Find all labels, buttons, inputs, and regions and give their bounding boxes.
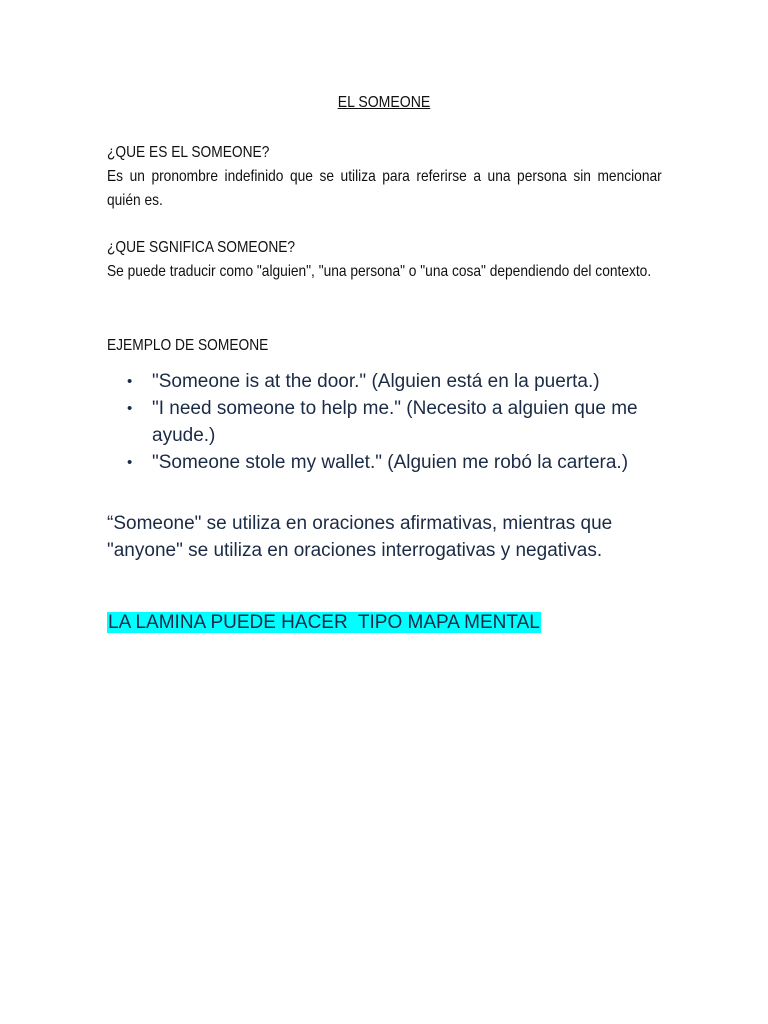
list-item <box>127 449 667 476</box>
list-item <box>127 395 667 449</box>
usage-paragraph: “Someone" se utiliza en oraciones afirmativas, mientras que "anyone" se utiliza en oraciones interrogativas y negativas. <box>107 513 613 561</box>
bullet-icon: • <box>127 454 133 471</box>
bullet-icon: • <box>127 400 133 417</box>
example-list <box>127 368 667 476</box>
example-text: "I need someone to help me." (Necesito a alguien que me ayude.) <box>152 398 638 446</box>
section-body: Es un pronombre indefinido que se utiliza para referirse a una persona sin mencionar quién es. <box>107 168 662 209</box>
document-title: EL SOMEONE <box>337 94 431 111</box>
list-item <box>127 368 667 395</box>
section-heading: ¿QUE ES EL SOMEONE? <box>107 144 270 161</box>
highlighted-note-text: LA LAMINA PUEDE HACER TIPO MAPA MENTAL <box>108 612 540 633</box>
bullet-icon: • <box>127 373 133 390</box>
example-text: "Someone is at the door." (Alguien está en la puerta.) <box>152 371 600 392</box>
section-body: Se puede traducir como "alguien", "una persona" o "una cosa" dependiendo del contexto. <box>107 263 652 280</box>
section-heading: EJEMPLO DE SOMEONE <box>107 337 269 354</box>
section-que-significa <box>107 236 661 284</box>
section-heading: ¿QUE SGNIFICA SOMEONE? <box>107 239 296 256</box>
example-text: "Someone stole my wallet." (Alguien me robó la cartera.) <box>152 452 629 473</box>
highlighted-note <box>107 611 541 635</box>
section-ejemplo <box>107 334 661 358</box>
section-que-es <box>107 141 661 213</box>
